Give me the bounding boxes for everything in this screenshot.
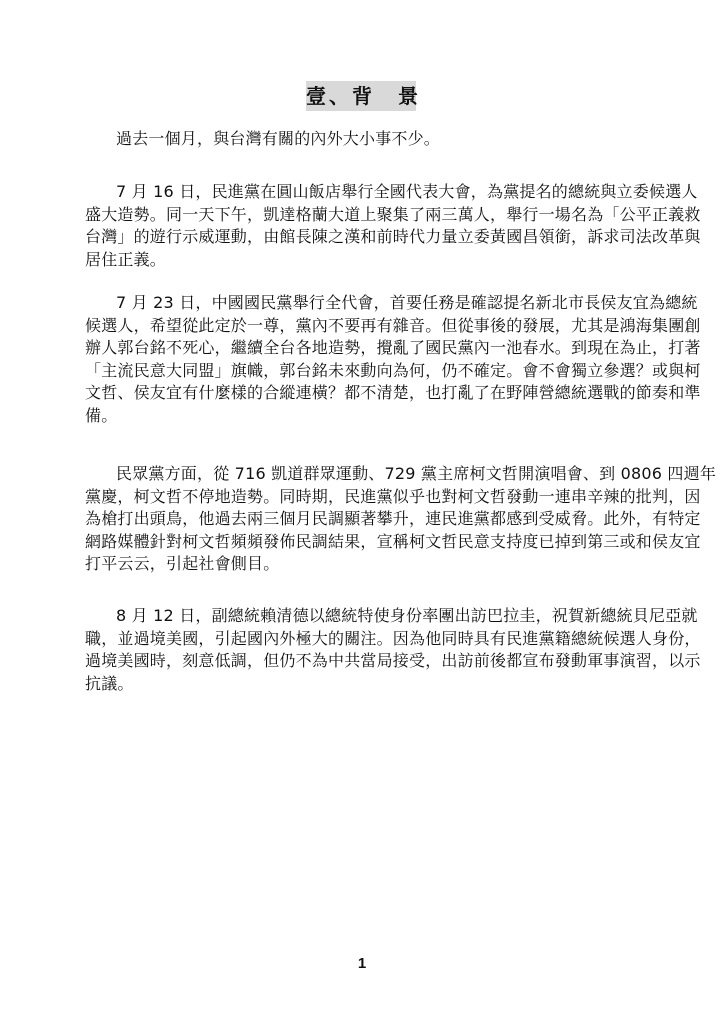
paragraph-line: 居住正義。: [85, 249, 167, 269]
paragraph-line: 抗議。: [85, 673, 134, 693]
paragraph-line: 過去一個月，與台灣有關的內外大小事不少。: [116, 129, 441, 148]
paragraph-line: 黨慶，柯文哲不停地造勢。同時期，民進黨似乎也對柯文哲發動一連串辛辣的批判，因: [85, 486, 701, 506]
paragraph-tpp: [85, 463, 717, 576]
paragraph-line: 候選人，希望從此定於一尊，黨內不要再有雜音。但從事後的發展，尤其是鴻海集團創: [85, 315, 701, 335]
paragraph-intro: [113, 128, 643, 151]
paragraph-line: 盛大造勢。同一天下午，凱達格蘭大道上聚集了兩三萬人，舉行一場名為「公平正義救: [85, 204, 701, 224]
page-number: 1: [357, 955, 367, 972]
paragraph-line: 文哲、侯友宜有什麼樣的合縱連橫？都不清楚，也打亂了在野陣營總統選戰的節奏和準: [85, 383, 701, 402]
section-title: 壹、背 景: [306, 81, 416, 111]
paragraph-july-16: [85, 181, 701, 271]
paragraph-line: 過境美國時，刻意低調，但仍不為中共當局接受，出訪前後都宣布發動軍事演習，以示: [85, 651, 701, 670]
paragraph-line: 備。: [85, 405, 118, 425]
paragraph-line: 打平云云，引起社會側目。: [85, 554, 280, 573]
paragraph-line: 7 月 23 日，中國國民黨舉行全代會，首要任務是確認提名新北市長侯友宜為總統: [116, 293, 698, 312]
paragraph-line: 為槍打出頭鳥，他過去兩三個月民調顯著攀升，連民進黨都感到受威脅。此外，有特定: [85, 509, 701, 528]
paragraph-line: 8 月 12 日，副總統賴清德以總統特使身份率團出訪巴拉圭，祝賀新總統貝尼亞就: [116, 606, 698, 625]
paragraph-line: 「主流民意大同盟」旗幟，郭台銘未來動向為何，仍不確定。會不會獨立參選？或與柯: [85, 360, 701, 380]
paragraph-august-12: [85, 605, 701, 695]
paragraph-line: 民眾黨方面，從 716 凱道群眾運動、729 黨主席柯文哲開演唱會、到 0806 四週年: [116, 464, 717, 483]
paragraph-line: 7 月 16 日，民進黨在圓山飯店舉行全國代表大會，為黨提名的總統與立委候選人: [116, 182, 698, 201]
paragraph-line: 辦人郭台銘不死心，繼續全台各地造勢，攪亂了國民黨內一池春水。到現在為止，打著: [85, 338, 701, 357]
paragraph-line: 網路媒體針對柯文哲頻頻發佈民調結果，宣稱柯文哲民意支持度已掉到第三或和侯友宜: [85, 531, 701, 551]
paragraph-july-23: [85, 292, 701, 427]
paragraph-line: 職，並過境美國，引起國內外極大的關注。因為他同時具有民進黨籍總統候選人身份，: [85, 628, 701, 648]
paragraph-line: 台灣」的遊行示威運動，由館長陳之漢和前時代力量立委黃國昌領銜，訴求司法改革與: [85, 227, 701, 246]
